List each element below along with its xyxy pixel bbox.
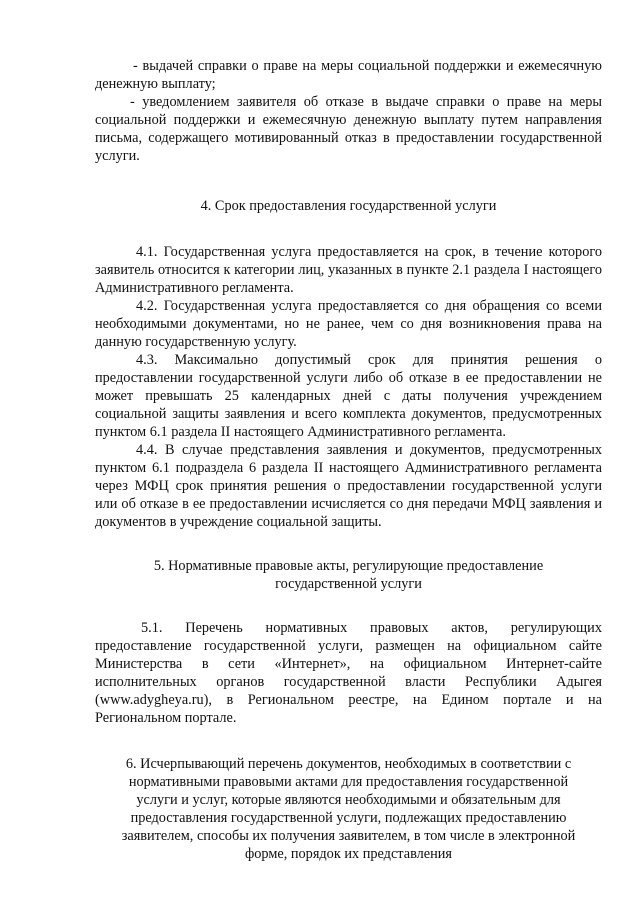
paragraph-4-2: 4.2. Государственная услуга предоставляется со дня обращения со всеми необходимыми документами, но не ранее, чем со дня возникновения права на данную государственную услугу. [95, 298, 602, 350]
paragraph-4-3: 4.3. Максимально допустимый срок для принятия решения о предоставлении государственной услуги либо об отказе в ее предоставлении не может превышать 25 календарных дней с даты получения учреждением социальной защиты заявления и всего комплекта документов, предусмотренных пунктом 6.1 раздела II настоящего Административного регламента. [95, 352, 602, 440]
section-6-title-line-4: предоставления государственной услуги, подлежащих предоставлению [130, 810, 567, 826]
section-5-title [95, 557, 602, 593]
section-6-title-line-6: форме, порядок их представления [245, 846, 452, 862]
section-6-title-line-3: услуги и услуг, которые являются необходимыми и обязательным для [136, 792, 561, 808]
section-6-title-line-2: нормативными правовыми актами для предоставления государственной [128, 774, 569, 790]
paragraph-4-4: 4.4. В случае представления заявления и документов, предусмотренных пунктом 6.1 подраздела 6 раздела II настоящего Административного регламента через МФЦ срок принятия решения о предоставлении государственной услуги или об отказе в ее предоставлении исчисляется со дня передачи МФЦ заявления и документов в учреждение социальной защиты. [95, 442, 602, 530]
paragraph-5-1: 5.1. Перечень нормативных правовых актов, регулирующих предоставление государственной услуги, размещен на официальном сайте Министерства в сети «Интернет», на официальном Интернет-сайте исполнительных органов государственной власти Республики Адыгея (www.adygheya.ru), в Региональном реестре, на Едином портале и на Региональном портале. [95, 620, 602, 726]
paragraph-4-1: 4.1. Государственная услуга предоставляется на срок, в течение которого заявитель относится к категории лиц, указанных в пункте 2.1 раздела I настоящего Административного регламента. [95, 244, 602, 296]
section-6-title [95, 755, 602, 863]
intro-bullet-1: - выдачей справки о праве на меры социальной поддержки и ежемесячную денежную выплату; [95, 58, 602, 92]
section-5-title-line-2: государственной услуги [275, 576, 422, 592]
section-6-title-line-1: 6. Исчерпывающий перечень документов, необходимых в соответствии с [125, 756, 572, 772]
section-6-title-line-5: заявителем, способы их получения заявителем, в том числе в электронной [121, 828, 576, 844]
intro-bullet-2: - уведомлением заявителя об отказе в выдаче справки о праве на меры социальной поддержки и ежемесячную денежную выплату путем направления письма, содержащего мотивированный отказ в предоставлении государственной услуги. [95, 94, 602, 164]
section-4-title: 4. Срок предоставления государственной услуги [200, 198, 497, 214]
section-5-title-line-1: 5. Нормативные правовые акты, регулирующие предоставление [153, 558, 544, 574]
